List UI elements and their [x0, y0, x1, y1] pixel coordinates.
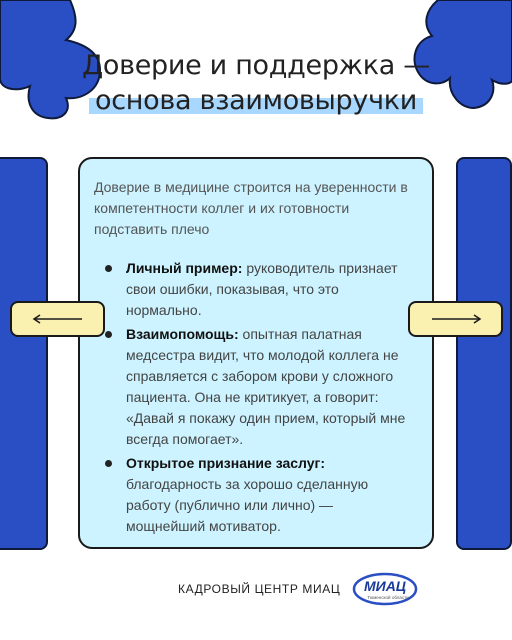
side-panel-right [456, 157, 512, 550]
bullet-icon [105, 265, 112, 272]
list-item-head: Открытое признание заслуг: [126, 455, 326, 471]
title-line-2: основа взаимовыручки [89, 84, 423, 118]
miac-logo [352, 572, 418, 606]
content-card [78, 157, 434, 549]
list-item [94, 453, 416, 537]
title-line-1: Доверие и поддержка — [82, 50, 430, 81]
arrow-left-icon [32, 314, 84, 324]
list-item-text: благодарность за хорошо сделанную работу (публично или лично) — мощнейший мотиватор. [126, 476, 369, 534]
card-intro: Доверие в медицине строится на уверенности в компетентности коллег и их готовности подставить плечо [94, 179, 408, 237]
logo-text: МИАЦ [363, 578, 407, 594]
arrow-right-icon [430, 314, 482, 324]
list-item-text: руководитель признает свои ошибки, показывая, что это нормально. [126, 260, 398, 318]
bullet-icon [105, 460, 112, 467]
logo-subtext: Тюменской области [367, 595, 409, 600]
list-item-text: опытная палатная медсестра видит, что молодой коллега не справляется с забором крови у сложного пациента. Она не критикует, а говорит: «Давай я покажу один прием, который мне всегда помогает». [126, 326, 406, 447]
side-panel-left [0, 157, 48, 550]
bullet-icon [105, 331, 112, 338]
list-item [94, 324, 416, 450]
list-item-head: Взаимопомощь: [126, 326, 239, 342]
footer [0, 570, 512, 610]
list-item-head: Личный пример: [126, 260, 243, 276]
footer-org: КАДРОВЫЙ ЦЕНТР МИАЦ [178, 582, 341, 596]
next-button[interactable] [408, 301, 503, 337]
bullet-list [94, 258, 416, 537]
list-item [94, 258, 416, 321]
page-title [0, 48, 512, 118]
prev-button[interactable] [10, 301, 105, 337]
